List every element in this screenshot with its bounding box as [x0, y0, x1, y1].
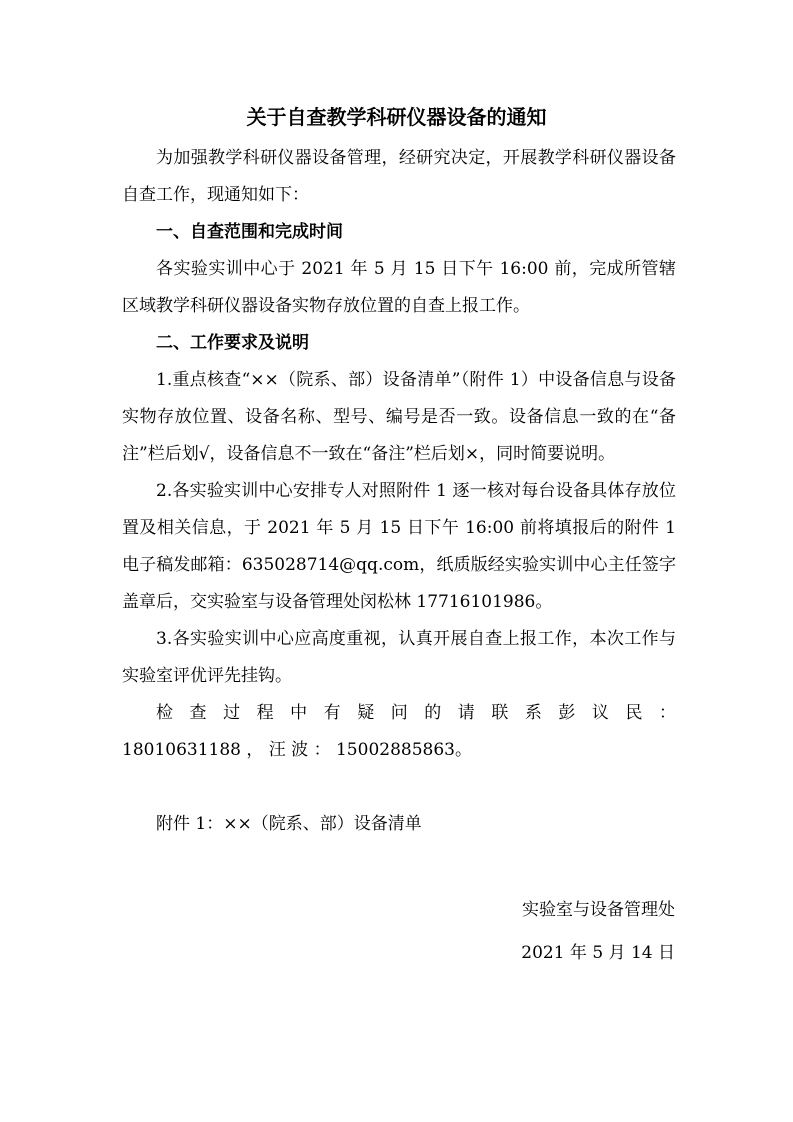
requirement-item-1: 1.重点核查“××（院系、部）设备清单”（附件 1）中设备信息与设备实物存放位置、设备名称、型号、编号是否一致。设备信息一致的在“备注”栏后划√，设备信息不一致在“备注”栏后划×，同时简要说明。 [122, 370, 676, 464]
spacer [122, 769, 676, 806]
contact-line-2: 18010631188 ， 汪 波 ： 15002885863。 [122, 740, 472, 760]
signature-date: 2021 年 5 月 14 日 [521, 943, 675, 963]
requirement-item-3: 3.各实验实训中心应高度重视，认真开展自查上报工作，本次工作与实验室评优评先挂钩。 [122, 629, 676, 686]
intro-paragraph: 为加强教学科研仪器设备管理，经研究决定，开展教学科研仪器设备自查工作，现通知如下： [122, 148, 676, 205]
document-body [122, 140, 676, 843]
section2-heading: 二、工作要求及说明 [156, 333, 309, 353]
requirement-item-2: 2.各实验实训中心安排专人对照附件 1 逐一核对每台设备具体存放位置及相关信息，于 2021 年 5 月 15 日下午 16:00 前将填报后的附件 1电子稿发邮箱：635028714@qq.com，纸质版经实验实训中心主任签字盖章后，交实验室与设备管理处闵松林 17716101986。 [122, 481, 676, 612]
section1-heading: 一、自查范围和完成时间 [156, 222, 343, 242]
attachment-line: 附件 1：××（院系、部）设备清单 [156, 814, 422, 834]
document-title: 关于自查教学科研仪器设备的通知 [246, 105, 547, 129]
signature-org: 实验室与设备管理处 [522, 900, 675, 920]
contact-line-1: 检查过程中有疑问的请联系彭议民： [156, 703, 676, 723]
section1-paragraph: 各实验实训中心于 2021 年 5 月 15 日下午 16:00 前，完成所管辖区域教学科研仪器设备实物存放位置的自查上报工作。 [122, 259, 676, 316]
